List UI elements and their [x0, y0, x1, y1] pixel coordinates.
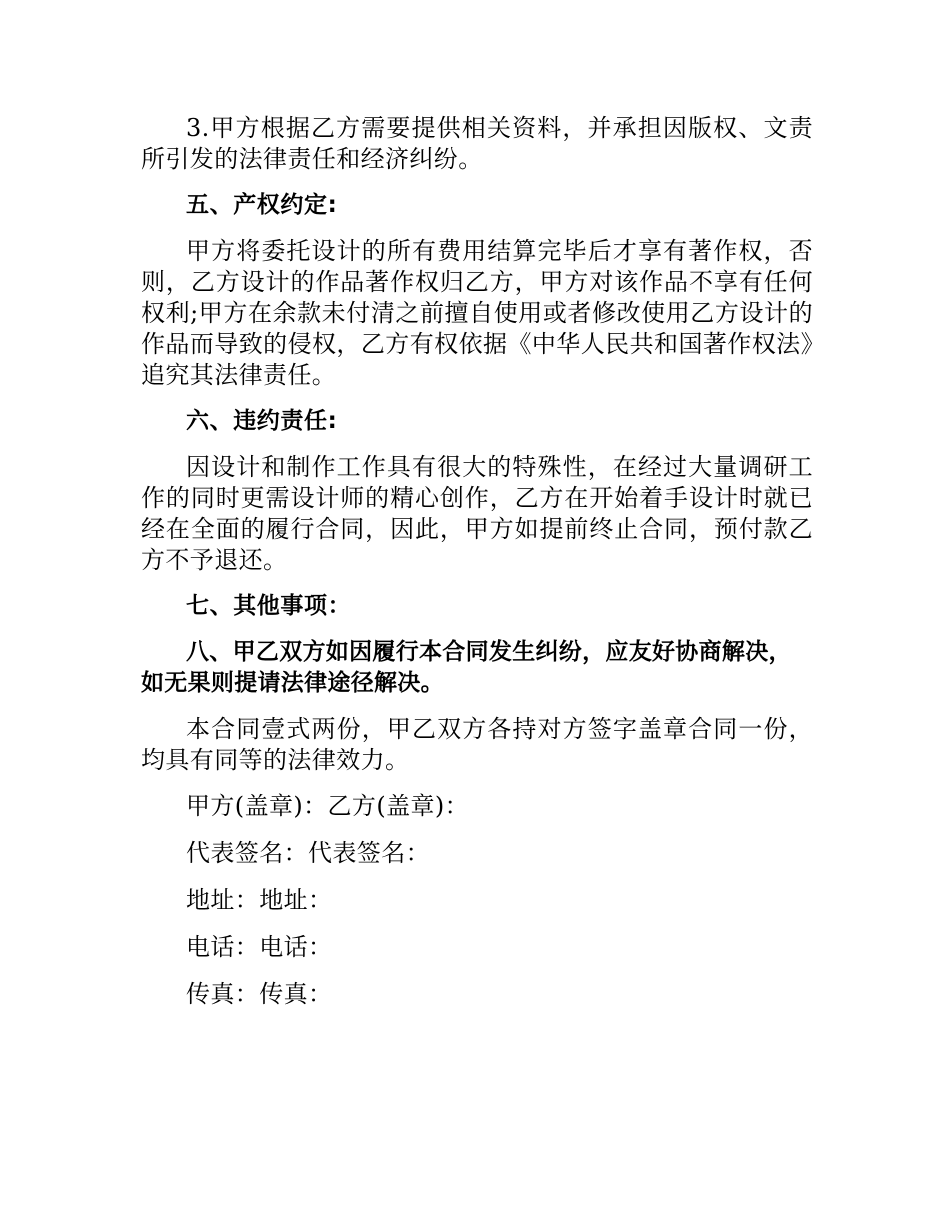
section-7-heading: 七、其他事项：	[186, 593, 352, 619]
section-5-heading: 五、产权约定:	[186, 192, 338, 218]
address-field: 地址：地址：	[186, 886, 333, 914]
document-page	[141, 113, 813, 1026]
section-6-heading: 六、违约责任:	[186, 408, 338, 434]
phone-field: 电话：电话：	[186, 933, 333, 961]
section-8-paragraph: 八、甲乙双方如因履行本合同发生纠纷，应友好协商解决，如无果则提请法律途径解决。	[141, 639, 792, 696]
seal-field: 甲方(盖章)：乙方(盖章)：	[186, 792, 470, 820]
clause-3-paragraph: 3.甲方根据乙方需要提供相关资料，并承担因版权、文责所引发的法律责任和经济纠纷。	[141, 114, 813, 173]
section-5-paragraph: 甲方将委托设计的所有费用结算完毕后才享有著作权，否则，乙方设计的作品著作权归乙方，甲方对该作品不享有任何权利;甲方在余款未付清之前擅自使用或者修改使用乙方设计的作品而导致的侵权，乙方有权依据《中华人民共和国著作权法》追究其法律责任。	[141, 237, 813, 389]
section-6-paragraph: 因设计和制作工作具有很大的特殊性，在经过大量调研工作的同时更需设计师的精心创作，乙方在开始着手设计时就已经在全面的履行合同，因此，甲方如提前终止合同，预付款乙方不予退还。	[141, 453, 813, 574]
representative-signature-field: 代表签名：代表签名：	[186, 839, 430, 867]
copies-paragraph: 本合同壹式两份，甲乙双方各持对方签字盖章合同一份，均具有同等的法律效力。	[141, 715, 813, 774]
fax-field: 传真：传真：	[186, 980, 333, 1008]
